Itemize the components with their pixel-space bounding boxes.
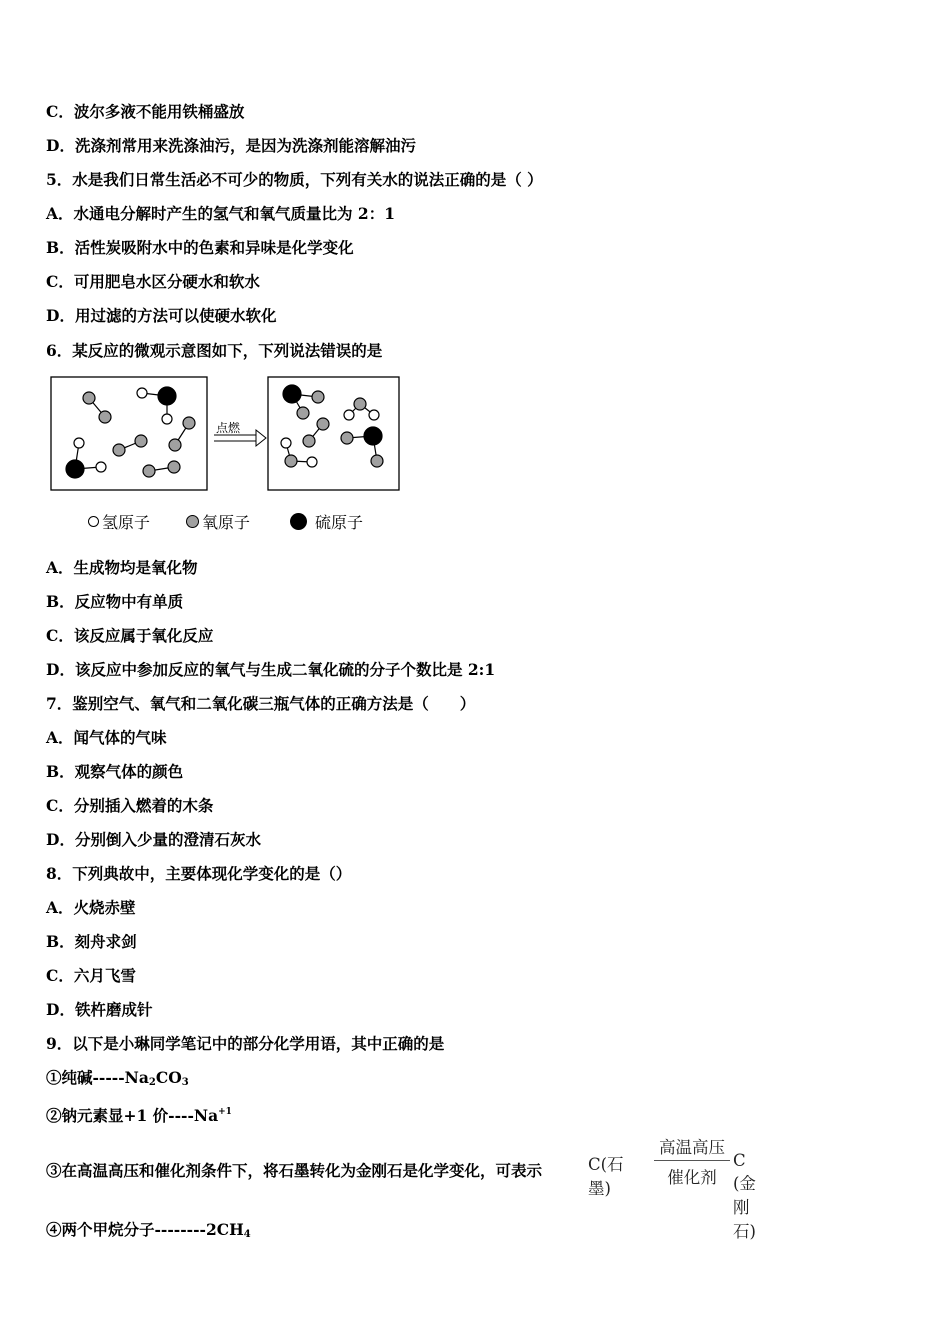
sulfur-atom xyxy=(158,387,176,405)
option-d-q7: D．分别倒入少量的澄清石灰水 xyxy=(46,830,261,849)
question-7: 7．鉴别空气、氧气和二氧化碳三瓶气体的正确方法是（ ） xyxy=(46,694,476,713)
option-d-q8: D．铁杵磨成针 xyxy=(46,1000,153,1019)
item-1-text: ①纯碱-----Na xyxy=(46,1068,149,1087)
question-5: 5．水是我们日常生活必不可少的物质，下列有关水的说法正确的是（ ） xyxy=(46,170,543,189)
reaction-diagram-svg xyxy=(46,372,406,497)
item-2-text: ②钠元素显+1 价----Na xyxy=(46,1106,219,1125)
legend-hydrogen xyxy=(88,510,150,533)
oxygen-atom xyxy=(285,455,297,467)
hydrogen-atom xyxy=(369,410,379,420)
oxygen-atom xyxy=(317,418,329,430)
option-c-q7: C．分别插入燃着的木条 xyxy=(46,796,214,815)
oxygen-atom xyxy=(354,398,366,410)
oxygen-atom xyxy=(183,417,195,429)
item-1 xyxy=(46,1068,189,1093)
oxygen-atom xyxy=(168,461,180,473)
option-d-q5: D．用过滤的方法可以使硬水软化 xyxy=(46,306,277,325)
oxygen-atom xyxy=(312,391,324,403)
item-2-sup: +1 xyxy=(218,1107,232,1117)
sulfur-dot-icon xyxy=(290,513,307,530)
question-8: 8．下列典故中，主要体现化学变化的是（） xyxy=(46,864,352,883)
condition-bottom: 催化剂 xyxy=(667,1168,717,1187)
legend-sulfur-label: 硫原子 xyxy=(315,513,364,532)
oxygen-atom xyxy=(113,444,125,456)
sulfur-atom xyxy=(364,427,382,445)
equation-rhs: C (金刚石) xyxy=(733,1151,756,1241)
option-b-q7: B．观察气体的颜色 xyxy=(46,762,184,781)
hydrogen-atom xyxy=(344,410,354,420)
option-a-q5: A．水通电分解时产生的氢气和氧气质量比为 2：1 xyxy=(46,204,395,223)
legend-oxygen xyxy=(186,510,250,533)
hydrogen-dot-icon xyxy=(88,516,99,527)
hydrogen-atom xyxy=(74,438,84,448)
hydrogen-atom xyxy=(307,457,317,467)
condition-top: 高温高压 xyxy=(659,1138,725,1157)
option-a-q6: A．生成物均是氧化物 xyxy=(46,558,198,577)
legend-oxygen-label: 氧原子 xyxy=(202,513,251,532)
oxygen-atom xyxy=(371,455,383,467)
oxygen-atom xyxy=(83,392,95,404)
question-9: 9．以下是小琳同学笔记中的部分化学用语，其中正确的是 xyxy=(46,1034,445,1053)
option-d-q6: D．该反应中参加反应的氧气与生成二氧化硫的分子个数比是 2:1 xyxy=(46,660,496,679)
condition-bar xyxy=(654,1160,730,1161)
sulfur-atom xyxy=(66,460,84,478)
item-4 xyxy=(46,1220,251,1245)
option-a-q8: A．火烧赤壁 xyxy=(46,898,136,917)
oxygen-dot-icon xyxy=(186,515,199,528)
item-4-sub: 4 xyxy=(243,1229,251,1240)
sulfur-atom xyxy=(283,385,301,403)
option-c-q4: C．波尔多液不能用铁桶盛放 xyxy=(46,102,245,121)
oxygen-atom xyxy=(169,439,181,451)
item-4-text: ④两个甲烷分子--------2CH xyxy=(46,1220,244,1239)
oxygen-atom xyxy=(143,465,155,477)
option-c-q8: C．六月飞雪 xyxy=(46,966,136,985)
oxygen-atom xyxy=(135,435,147,447)
option-a-q7: A．闻气体的气味 xyxy=(46,728,167,747)
option-b-q5: B．活性炭吸附水中的色素和异味是化学变化 xyxy=(46,238,354,257)
hydrogen-atom xyxy=(137,388,147,398)
oxygen-atom xyxy=(99,411,111,423)
oxygen-atom xyxy=(297,407,309,419)
question-6: 6．某反应的微观示意图如下，下列说法错误的是 xyxy=(46,341,383,360)
item-1-sub2: 2 xyxy=(148,1077,156,1088)
legend-hydrogen-label: 氢原子 xyxy=(102,513,151,532)
oxygen-atom xyxy=(303,435,315,447)
option-b-q8: B．刻舟求剑 xyxy=(46,932,137,951)
option-d-q4: D．洗涤剂常用来洗涤油污，是因为洗涤剂能溶解油污 xyxy=(46,136,416,155)
arrow-label: 点燃 xyxy=(216,421,241,435)
item-1-sub3: 3 xyxy=(181,1077,189,1088)
oxygen-atom xyxy=(341,432,353,444)
equation-lhs: C(石墨) xyxy=(588,1155,624,1198)
legend-sulfur xyxy=(290,510,363,533)
hydrogen-atom xyxy=(96,462,106,472)
item-1-co: CO xyxy=(155,1068,182,1087)
equation-condition xyxy=(654,1134,730,1188)
hydrogen-atom xyxy=(281,438,291,448)
item-3: ③在高温高压和催化剂条件下，将石墨转化为金刚石是化学变化，可表示 xyxy=(46,1161,543,1180)
option-c-q5: C．可用肥皂水区分硬水和软水 xyxy=(46,272,260,291)
hydrogen-atom xyxy=(162,414,172,424)
option-b-q6: B．反应物中有单质 xyxy=(46,592,184,611)
item-2 xyxy=(46,1102,232,1126)
option-c-q6: C．该反应属于氧化反应 xyxy=(46,626,214,645)
